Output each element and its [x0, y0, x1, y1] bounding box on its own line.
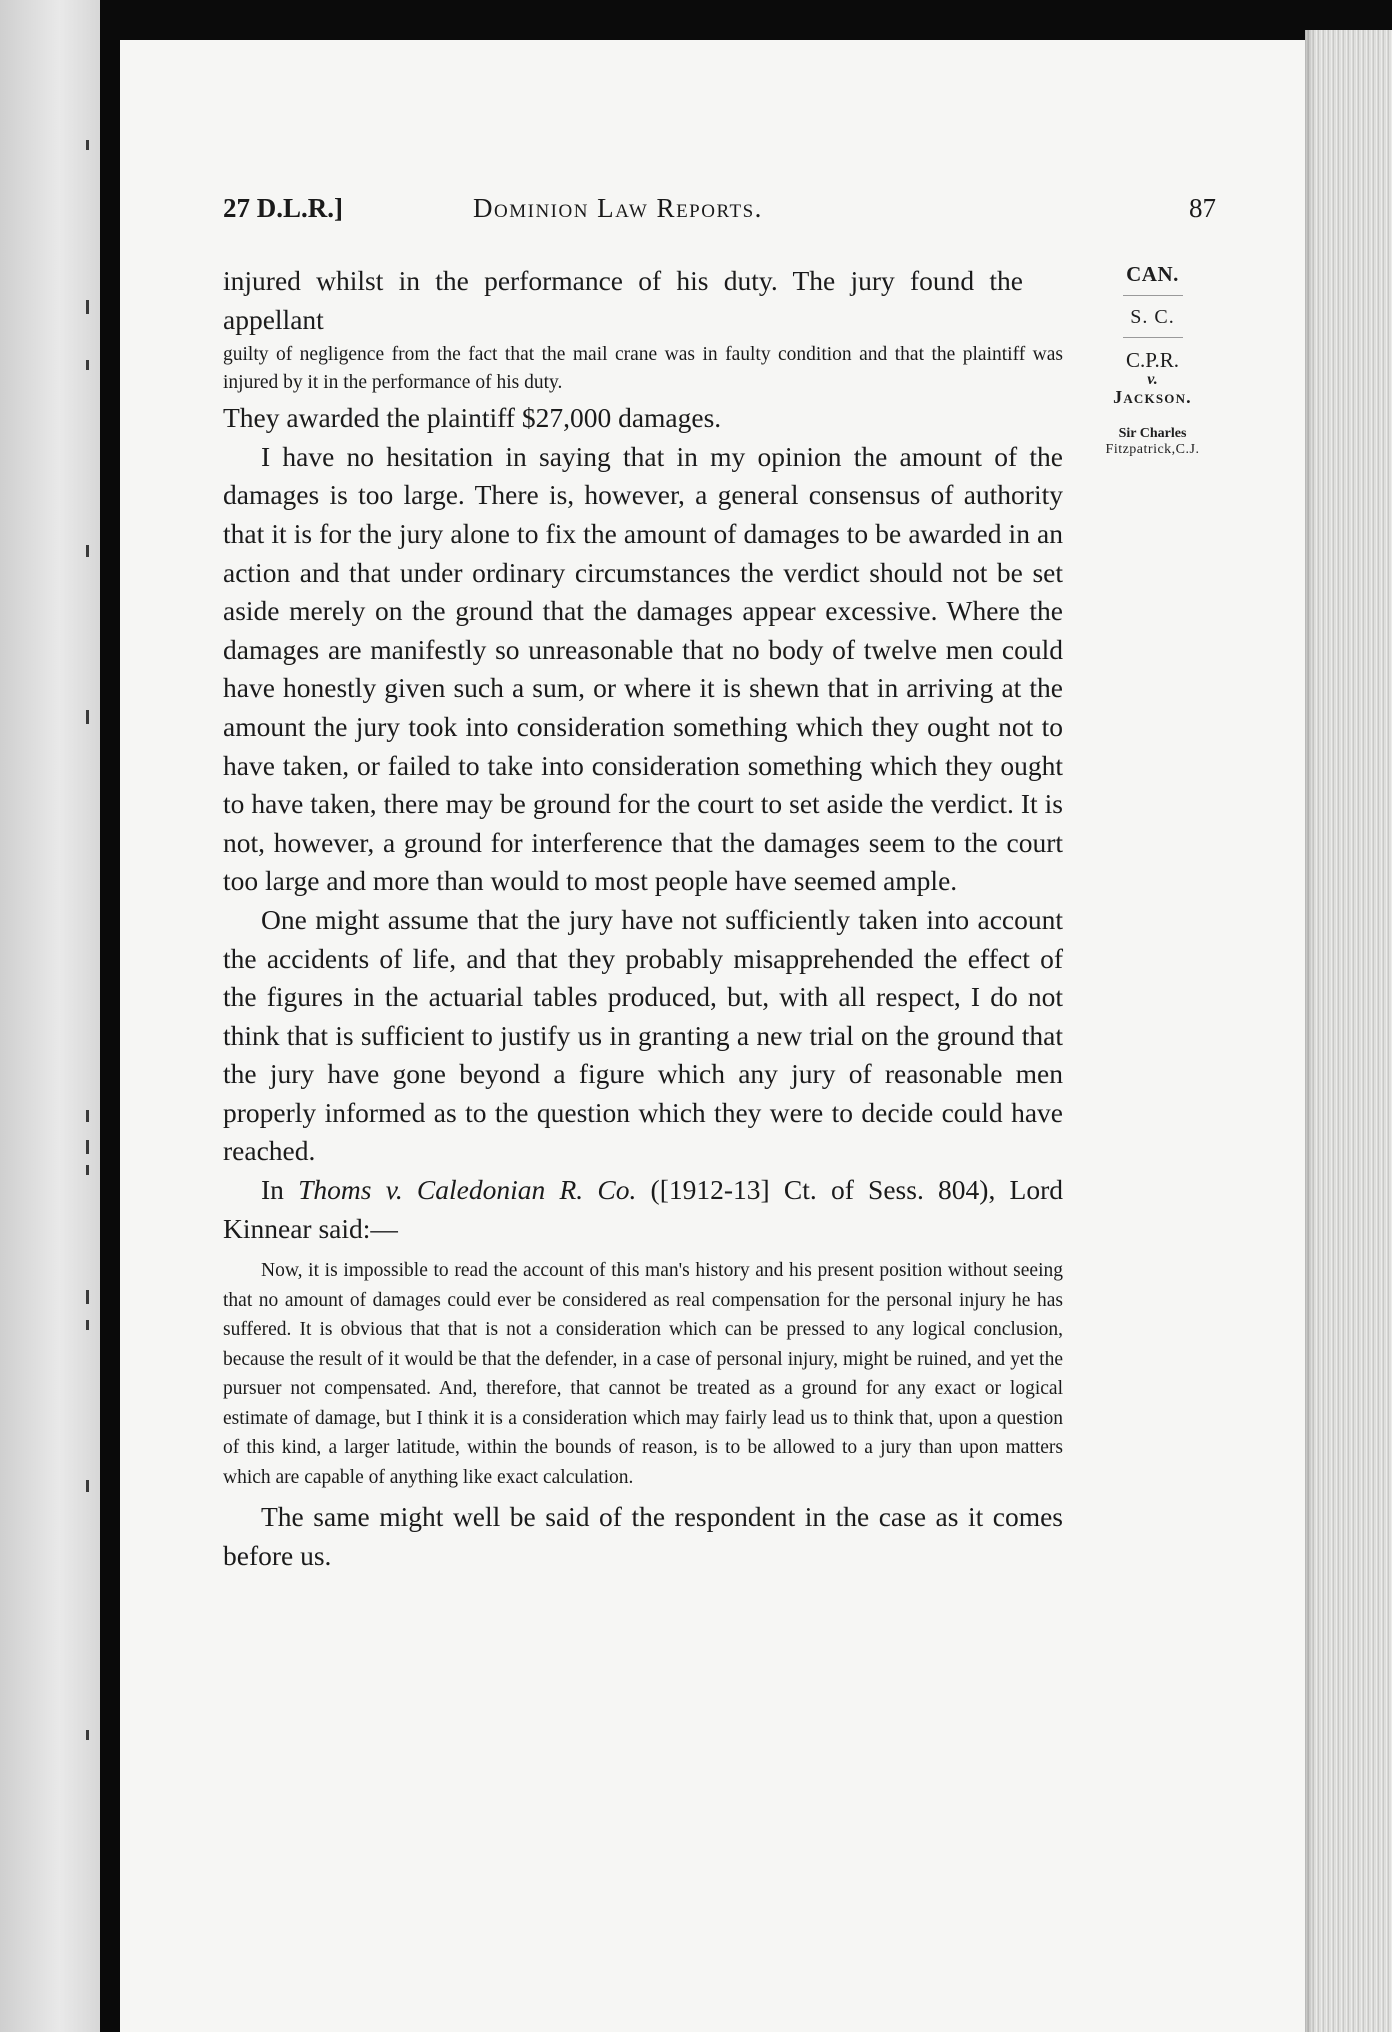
block-quote: Now, it is impossible to read the account of this man's history and his present position without seeing that no amount of damages could ever be considered as real compensation for the personal injury he has suffered. It is obvious that that is not a consideration which can be pressed to any logical conclusion, because the result of it would be that the defender, in a case of personal injury, might be ruined, and yet the pursuer not compensated. And, therefore, that cannot be treated as a ground for any exact or logical estimate of damage, but I think it is a consideration which may fairly lead us to think that, upon a question of this kind, a larger latitude, within the bounds of reason, is to be allowed to a jury than upon matters which are capable of anything like exact calculation. [223, 1260, 1063, 1488]
paragraph-citation [223, 1171, 1063, 1248]
scan-top-border [100, 0, 1392, 40]
court-note: S. C. [1130, 306, 1175, 328]
margin-divider [1123, 295, 1183, 296]
paragraph-opinion: I have no hesitation in saying that in my opinion the amount of the damages is too large. There is, however, a general consensus of authority that it is for the jury alone to fix the amount of damages to be awarded in an action and that under ordinary circumstances the verdict should not be set aside merely on the ground that the damages appear excessive. Where the damages are manifestly so unreasonable that no body of twelve men could have honestly given such a sum, or where it is shewn that in arriving at the amount the jury took into consideration something which they ought not to have taken, or failed to take into consideration something which they ought to have taken, there may be ground for the court to set aside the verdict. It is not, however, a ground for interference that the damages seem to the court too large and more than would to most people have seemed ample. [223, 440, 1063, 897]
paragraph-opening: injured whilst in the performance of his duty. The jury found the appellant [223, 265, 1023, 335]
page-body [223, 262, 1063, 1575]
paragraph-jury-assumption: One might assume that the jury have not sufficiently taken into account the accidents of life, and that they probably misapprehended the effect of the figures in the actuarial tables produced, but, with all respect, I do not think that is sufficient to justify us in granting a new trial on the ground that the jury have gone beyond a figure which any jury of reasonable men properly informed as to the question which they were to decide could have reached. [223, 903, 1063, 1167]
paragraph-closing: The same might well be said of the respondent in the case as it comes before us. [223, 1501, 1063, 1571]
running-header [223, 193, 1216, 233]
judge-name: Sir Charles [1118, 426, 1187, 441]
page-number: 87 [1189, 193, 1216, 223]
paragraph-award: They awarded the plaintiff $27,000 damages. [223, 402, 722, 434]
party-one: C.P.R. [1125, 348, 1180, 372]
jurisdiction-note: CAN. [1126, 262, 1179, 286]
case-name: Thoms v. Caledonian R. Co. [298, 1174, 637, 1206]
report-title: Dominion Law Reports. [473, 193, 763, 223]
margin-notes [1075, 262, 1230, 458]
versus: v. [1147, 371, 1158, 388]
judge-title: Fitzpatrick,C.J. [1105, 442, 1200, 457]
volume-reference: 27 D.L.R.] [223, 193, 343, 223]
facing-page-text-marks [80, 0, 100, 2032]
jury-finding: guilty of negligence from the fact that the mail crane was in faulty condition and that the plaintiff was injured by it in the performance of his duty. [223, 344, 1063, 394]
party-two: Jackson. [1113, 387, 1192, 407]
margin-divider [1123, 337, 1183, 338]
facing-page-edge [0, 0, 100, 2032]
citation-lead: In [261, 1174, 299, 1206]
page-stack-edge [1305, 30, 1392, 2032]
citation-rest: ([1912-13] Ct. of Sess. 804), Lord Kinnear said:— [223, 1174, 1063, 1244]
